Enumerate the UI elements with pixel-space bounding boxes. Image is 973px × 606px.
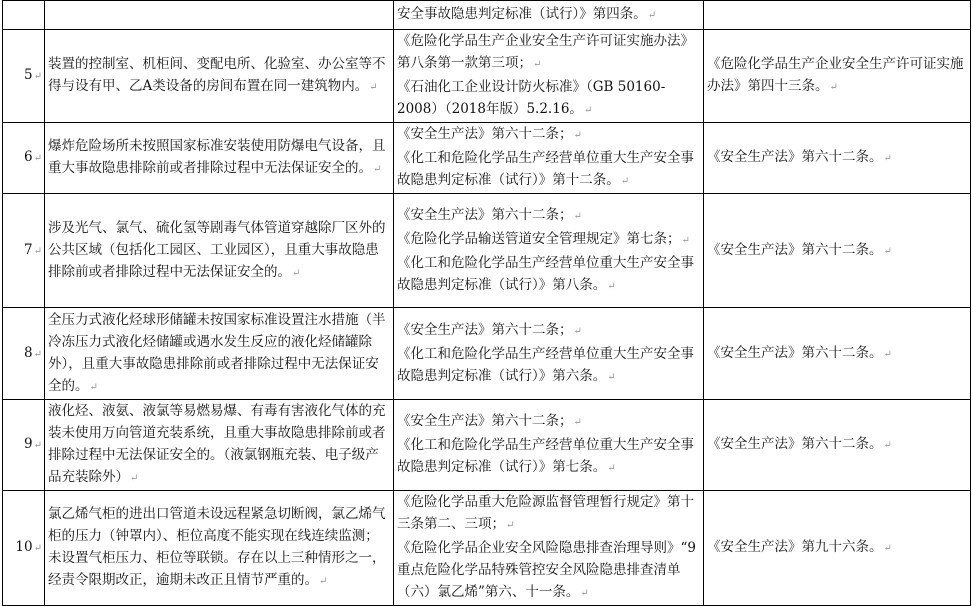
- paragraph-mark-icon: ↵: [319, 576, 328, 587]
- paragraph-mark-icon: ↵: [620, 176, 630, 187]
- paragraph-mark-icon: ↵: [883, 543, 892, 554]
- row-number: 7↵: [3, 194, 45, 308]
- legal-basis: [394, 123, 704, 194]
- paragraph-mark-icon: ↵: [33, 153, 42, 164]
- paragraph-mark-icon: ↵: [373, 164, 382, 175]
- paragraph-mark-icon: ↵: [573, 325, 582, 337]
- basis-line: 《危险化学品生产企业安全生产许可证实施办法》第八条第一款第三项；↵: [397, 33, 694, 71]
- penalty-basis: 《安全生产法》第六十二条。↵: [704, 308, 971, 400]
- paragraph-mark-icon: ↵: [607, 463, 616, 474]
- basis-line: 《化工和危险化学品生产经营单位重大生产安全事故隐患判定标准（试行）》第七条。↵: [397, 437, 694, 475]
- table-row: [3, 30, 971, 123]
- penalty-basis: [704, 1, 971, 30]
- paragraph-mark-icon: ↵: [573, 417, 582, 428]
- basis-line: 《危险化学品重大危险源监督管理暂行规定》第十三条第二、三项；↵: [397, 494, 694, 532]
- table-row: [3, 1, 971, 30]
- basis-line: 《危险化学品企业安全风险隐患排查治理导则》“9 重点危险化学品特殊管控安全风险隐患排查清单（六）氯乙烯”第六、十一条。↵: [397, 540, 696, 600]
- paragraph-mark-icon: ↵: [647, 10, 657, 21]
- paragraph-mark-icon: ↵: [506, 520, 515, 531]
- hazard-description: 爆炸危险场所未按照国家标准安装使用防爆电气设备，且重大事故隐患排除前或者排除过程中无法保证安全的。↵: [45, 123, 394, 194]
- hazard-description: 全压力式液化烃球形储罐未按国家标准设置注水措施（半冷冻压力式液化烃储罐或遇水发生反应的液化烃储罐除外），且重大事故隐患排除前或者排除过程中无法保证安全的。↵: [45, 308, 394, 400]
- legal-basis: [394, 400, 704, 491]
- basis-line: 《石油化工企业设计防火标准》（GB 50160-2008）（2018年版）5.2.16。↵: [397, 79, 666, 117]
- penalty-basis: 《安全生产法》第六十二条。↵: [704, 194, 971, 308]
- paragraph-mark-icon: ↵: [369, 82, 378, 93]
- basis-line: 《化工和危险化学品生产经营单位重大生产安全事故隐患判定标准（试行）》第六条。↵: [397, 345, 694, 384]
- paragraph-mark-icon: ↵: [883, 440, 892, 451]
- paragraph-mark-icon: ↵: [33, 245, 42, 257]
- row-number: 10↵: [3, 491, 45, 606]
- row-number: 6↵: [3, 123, 45, 194]
- paragraph-mark-icon: ↵: [583, 105, 593, 116]
- paragraph-mark-icon: ↵: [883, 348, 892, 360]
- table-row: [3, 491, 971, 606]
- penalty-basis: 《安全生产法》第九十六条。↵: [704, 491, 971, 606]
- paragraph-mark-icon: ↵: [33, 348, 42, 360]
- table-row: [3, 400, 971, 491]
- paragraph-mark-icon: ↵: [33, 71, 42, 82]
- table-row: [3, 123, 971, 194]
- penalty-basis: 《安全生产法》第六十二条。↵: [704, 123, 971, 194]
- paragraph-mark-icon: ↵: [883, 153, 892, 164]
- paragraph-mark-icon: ↵: [533, 59, 542, 70]
- row-number: 9↵: [3, 400, 45, 491]
- paragraph-mark-icon: ↵: [681, 234, 690, 246]
- paragraph-mark-icon: ↵: [829, 82, 838, 93]
- basis-line: 《危险化学品输送管道安全管理规定》第七条；↵: [397, 230, 690, 247]
- legal-basis: [394, 1, 704, 30]
- hazard-description: 氯乙烯气柜的进出口管道未设远程紧急切断阀，氯乙烯气柜的压力（钟罩内）、柜位高度不能实现在线连续监测；未设置气柜压力、柜位等联锁。存在以上三种情形之一，经责令限期改正，逾期未改正且情节严重的。↵: [45, 491, 394, 606]
- paragraph-mark-icon: ↵: [573, 210, 582, 222]
- hazard-description: [45, 1, 394, 30]
- paragraph-mark-icon: ↵: [33, 440, 42, 451]
- basis-line: 《安全生产法》第六十二条；↵: [397, 413, 582, 429]
- regulation-table: [2, 0, 971, 606]
- penalty-basis: 《安全生产法》第六十二条。↵: [704, 400, 971, 491]
- paragraph-mark-icon: ↵: [607, 280, 616, 292]
- paragraph-mark-icon: ↵: [33, 543, 42, 554]
- legal-basis: [394, 491, 704, 606]
- paragraph-mark-icon: ↵: [580, 588, 589, 599]
- legal-basis: [394, 194, 704, 308]
- basis-line: 《化工和危险化学品生产经营单位重大生产安全事故隐患判定标准（试行）》第八条。↵: [397, 254, 694, 293]
- row-number: 5↵: [3, 30, 45, 123]
- paragraph-mark-icon: ↵: [607, 371, 616, 383]
- paragraph-mark-icon: ↵: [130, 473, 139, 484]
- table-row: [3, 194, 971, 308]
- hazard-description: 装置的控制室、机柜间、变配电所、化验室、办公室等不得与设有甲、乙A类设备的房间布置在同一建筑物内。↵: [45, 30, 394, 123]
- paragraph-mark-icon: ↵: [573, 130, 582, 141]
- basis-line: 《安全生产法》第六十二条；↵: [397, 126, 582, 142]
- hazard-description: 液化烃、液氨、液氯等易燃易爆、有毒有害液化气体的充装未使用万向管道充装系统，且重大事故隐患排除前或者排除过程中无法保证安全的。（液氯钢瓶充装、电子级产品充装除外）↵: [45, 400, 394, 491]
- basis-line: 安全事故隐患判定标准（试行）》第四条。↵: [397, 6, 657, 22]
- basis-line: 《化工和危险化学品生产经营单位重大生产安全事故隐患判定标准（试行）》第十二条。↵: [397, 150, 694, 188]
- paragraph-mark-icon: ↵: [89, 381, 98, 393]
- basis-line: 《安全生产法》第六十二条；↵: [397, 321, 582, 338]
- penalty-basis: 《危险化学品生产企业安全生产许可证实施办法》第四十三条。↵: [704, 30, 971, 123]
- hazard-description: 涉及光气、氯气、硫化氢等剧毒气体管道穿越除厂区外的公共区域（包括化工园区、工业园区），且重大事故隐患排除前或者排除过程中无法保证安全的。↵: [45, 194, 394, 308]
- paragraph-mark-icon: ↵: [292, 267, 301, 279]
- paragraph-mark-icon: ↵: [883, 245, 892, 257]
- legal-basis: [394, 308, 704, 400]
- legal-basis: [394, 30, 704, 123]
- basis-line: 《安全生产法》第六十二条；↵: [397, 206, 582, 223]
- row-number: [3, 1, 45, 30]
- table-row: [3, 308, 971, 400]
- row-number: 8↵: [3, 308, 45, 400]
